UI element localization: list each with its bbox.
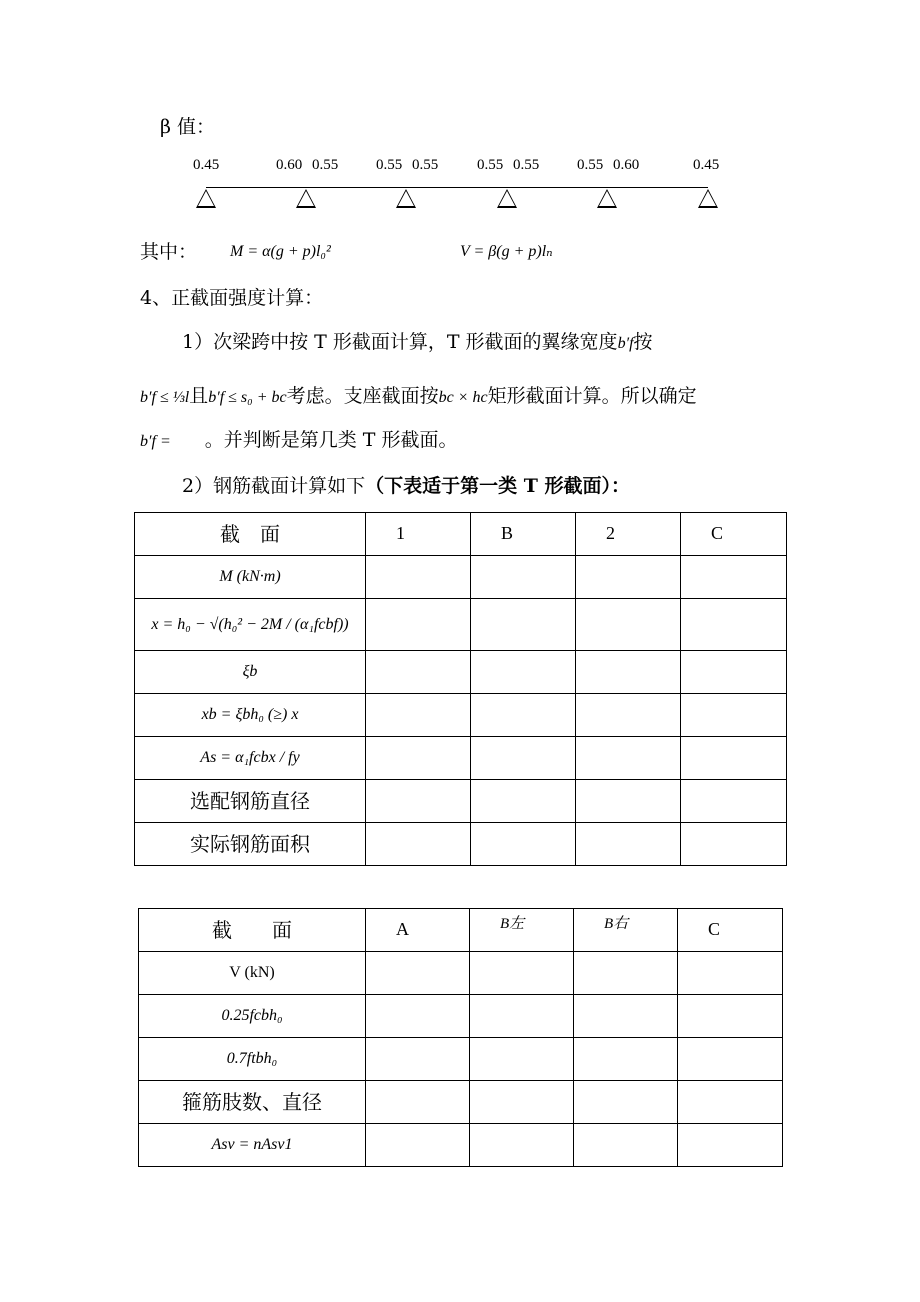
- beam-label: 0.55: [477, 157, 504, 173]
- table-header: 截 面: [139, 909, 366, 952]
- moment-formula: M = α(g + p)l₀²: [230, 243, 331, 260]
- row-label: 0.7ftbh₀: [139, 1038, 366, 1081]
- table-cell: [574, 1038, 678, 1081]
- table-cell: [576, 651, 681, 694]
- beam-label: 0.55: [577, 157, 604, 173]
- table-cell: [576, 780, 681, 823]
- paragraph-line: [182, 477, 630, 496]
- beta-heading: β 值：: [160, 116, 216, 138]
- formula: b′f ≤ s₀ + bc: [208, 389, 287, 406]
- table-row: [135, 651, 787, 694]
- table-cell: [574, 1081, 678, 1124]
- table-cell: [681, 599, 787, 651]
- table-cell: [576, 737, 681, 780]
- support-triangle: [396, 189, 416, 208]
- beam-line: [206, 187, 708, 188]
- table-cell: [366, 599, 471, 651]
- beam-label: 0.45: [693, 157, 720, 173]
- table-cell: [681, 823, 787, 866]
- table-row: [135, 513, 787, 556]
- table-cell: [470, 1124, 574, 1167]
- table-cell: [576, 823, 681, 866]
- row-label: 选配钢筋直径: [135, 780, 366, 823]
- reinforcement-table: [134, 512, 787, 866]
- paragraph-line: [182, 333, 653, 352]
- table-cell: [471, 694, 576, 737]
- table-row: [139, 995, 783, 1038]
- beam-label: 0.55: [312, 157, 339, 173]
- table-cell: [366, 556, 471, 599]
- table-row: [135, 599, 787, 651]
- table-header: C: [678, 909, 783, 952]
- table-cell: [366, 694, 471, 737]
- text: 矩形截面计算。所以确定: [487, 385, 697, 407]
- table-cell: [681, 737, 787, 780]
- row-label: 0.25fcbh₀: [139, 995, 366, 1038]
- table-cell: [366, 651, 471, 694]
- table-cell: [471, 737, 576, 780]
- table-row: [135, 556, 787, 599]
- beam-label: 0.45: [193, 157, 220, 173]
- table-cell: [576, 694, 681, 737]
- table-header: B: [471, 513, 576, 556]
- table-cell: [678, 1124, 783, 1167]
- table-header: B左: [470, 909, 574, 952]
- text: （下表适于第一类 T 形截面）：: [365, 475, 630, 497]
- text: 按: [633, 331, 653, 353]
- beam-label: 0.55: [412, 157, 439, 173]
- table-cell: [574, 995, 678, 1038]
- table-cell: [681, 780, 787, 823]
- table-header: A: [366, 909, 470, 952]
- formula: b′f ≤ ⅓l: [140, 389, 190, 406]
- row-label: V (kN): [139, 952, 366, 995]
- beam-label: 0.55: [376, 157, 403, 173]
- table-cell: [471, 599, 576, 651]
- table-cell: [366, 780, 471, 823]
- table-cell: [470, 1081, 574, 1124]
- formula: bc × hc: [438, 389, 488, 406]
- row-label: M (kN·m): [135, 556, 366, 599]
- table-header: B右: [574, 909, 678, 952]
- beam-label: 0.55: [513, 157, 540, 173]
- formula-prefix: 其中：: [140, 241, 198, 263]
- row-label: As = α₁fcbx / fy: [135, 737, 366, 780]
- support-triangle: [196, 189, 216, 208]
- table-row: [139, 1038, 783, 1081]
- table-row: [139, 1124, 783, 1167]
- text: 2）钢筋截面计算如下: [182, 475, 366, 497]
- text: 且: [189, 385, 209, 407]
- paragraph-line: [140, 387, 697, 406]
- table-header: 2: [576, 513, 681, 556]
- table-row: [139, 952, 783, 995]
- table-cell: [470, 1038, 574, 1081]
- table-cell: [678, 995, 783, 1038]
- row-label: Asv = nAsv1: [139, 1124, 366, 1167]
- table-cell: [366, 1081, 470, 1124]
- table-cell: [678, 952, 783, 995]
- table-row: [135, 694, 787, 737]
- table-cell: [366, 1038, 470, 1081]
- table-header: 截 面: [135, 513, 366, 556]
- text: 1）次梁跨中按 T 形截面计算，T 形截面的翼缘宽度: [182, 331, 618, 353]
- row-label: 实际钢筋面积: [135, 823, 366, 866]
- text: 。并判断是第几类 T 形截面。: [204, 429, 458, 451]
- row-label: ξb: [135, 651, 366, 694]
- table-header: C: [681, 513, 787, 556]
- row-label: xb = ξbh₀ (≥) x: [135, 694, 366, 737]
- row-label: 箍筋肢数、直径: [139, 1081, 366, 1124]
- table-cell: [678, 1038, 783, 1081]
- support-triangle: [296, 189, 316, 208]
- table-cell: [470, 952, 574, 995]
- shear-formula: V = β(g + p)lₙ: [460, 243, 553, 260]
- table-cell: [678, 1081, 783, 1124]
- table-cell: [366, 737, 471, 780]
- table-cell: [681, 556, 787, 599]
- table-cell: [574, 1124, 678, 1167]
- row-label: x = h₀ − √(h₀² − 2M / (α₁fcbf)): [135, 599, 366, 651]
- table-cell: [576, 556, 681, 599]
- table-cell: [470, 995, 574, 1038]
- formula: b′f: [617, 335, 634, 352]
- table-cell: [471, 556, 576, 599]
- table-row: [135, 823, 787, 866]
- table-cell: [471, 780, 576, 823]
- table-row: [139, 1081, 783, 1124]
- beam-label: 0.60: [276, 157, 303, 173]
- paragraph-line: [140, 431, 458, 450]
- table-cell: [471, 651, 576, 694]
- section-heading: 4、正截面强度计算：: [140, 287, 324, 309]
- table-cell: [366, 1124, 470, 1167]
- table-cell: [471, 823, 576, 866]
- support-triangle: [698, 189, 718, 208]
- support-triangle: [497, 189, 517, 208]
- formula: b′f =: [140, 433, 171, 450]
- table-cell: [681, 651, 787, 694]
- table-cell: [366, 995, 470, 1038]
- table-row: [135, 737, 787, 780]
- table-row: [139, 909, 783, 952]
- table-cell: [366, 823, 471, 866]
- beam-label: 0.60: [613, 157, 640, 173]
- table-row: [135, 780, 787, 823]
- table-header: 1: [366, 513, 471, 556]
- table-cell: [574, 952, 678, 995]
- table-cell: [366, 952, 470, 995]
- table-cell: [576, 599, 681, 651]
- text: 考虑。支座截面按: [286, 385, 439, 407]
- table-cell: [681, 694, 787, 737]
- support-triangle: [597, 189, 617, 208]
- stirrup-table: [138, 908, 783, 1167]
